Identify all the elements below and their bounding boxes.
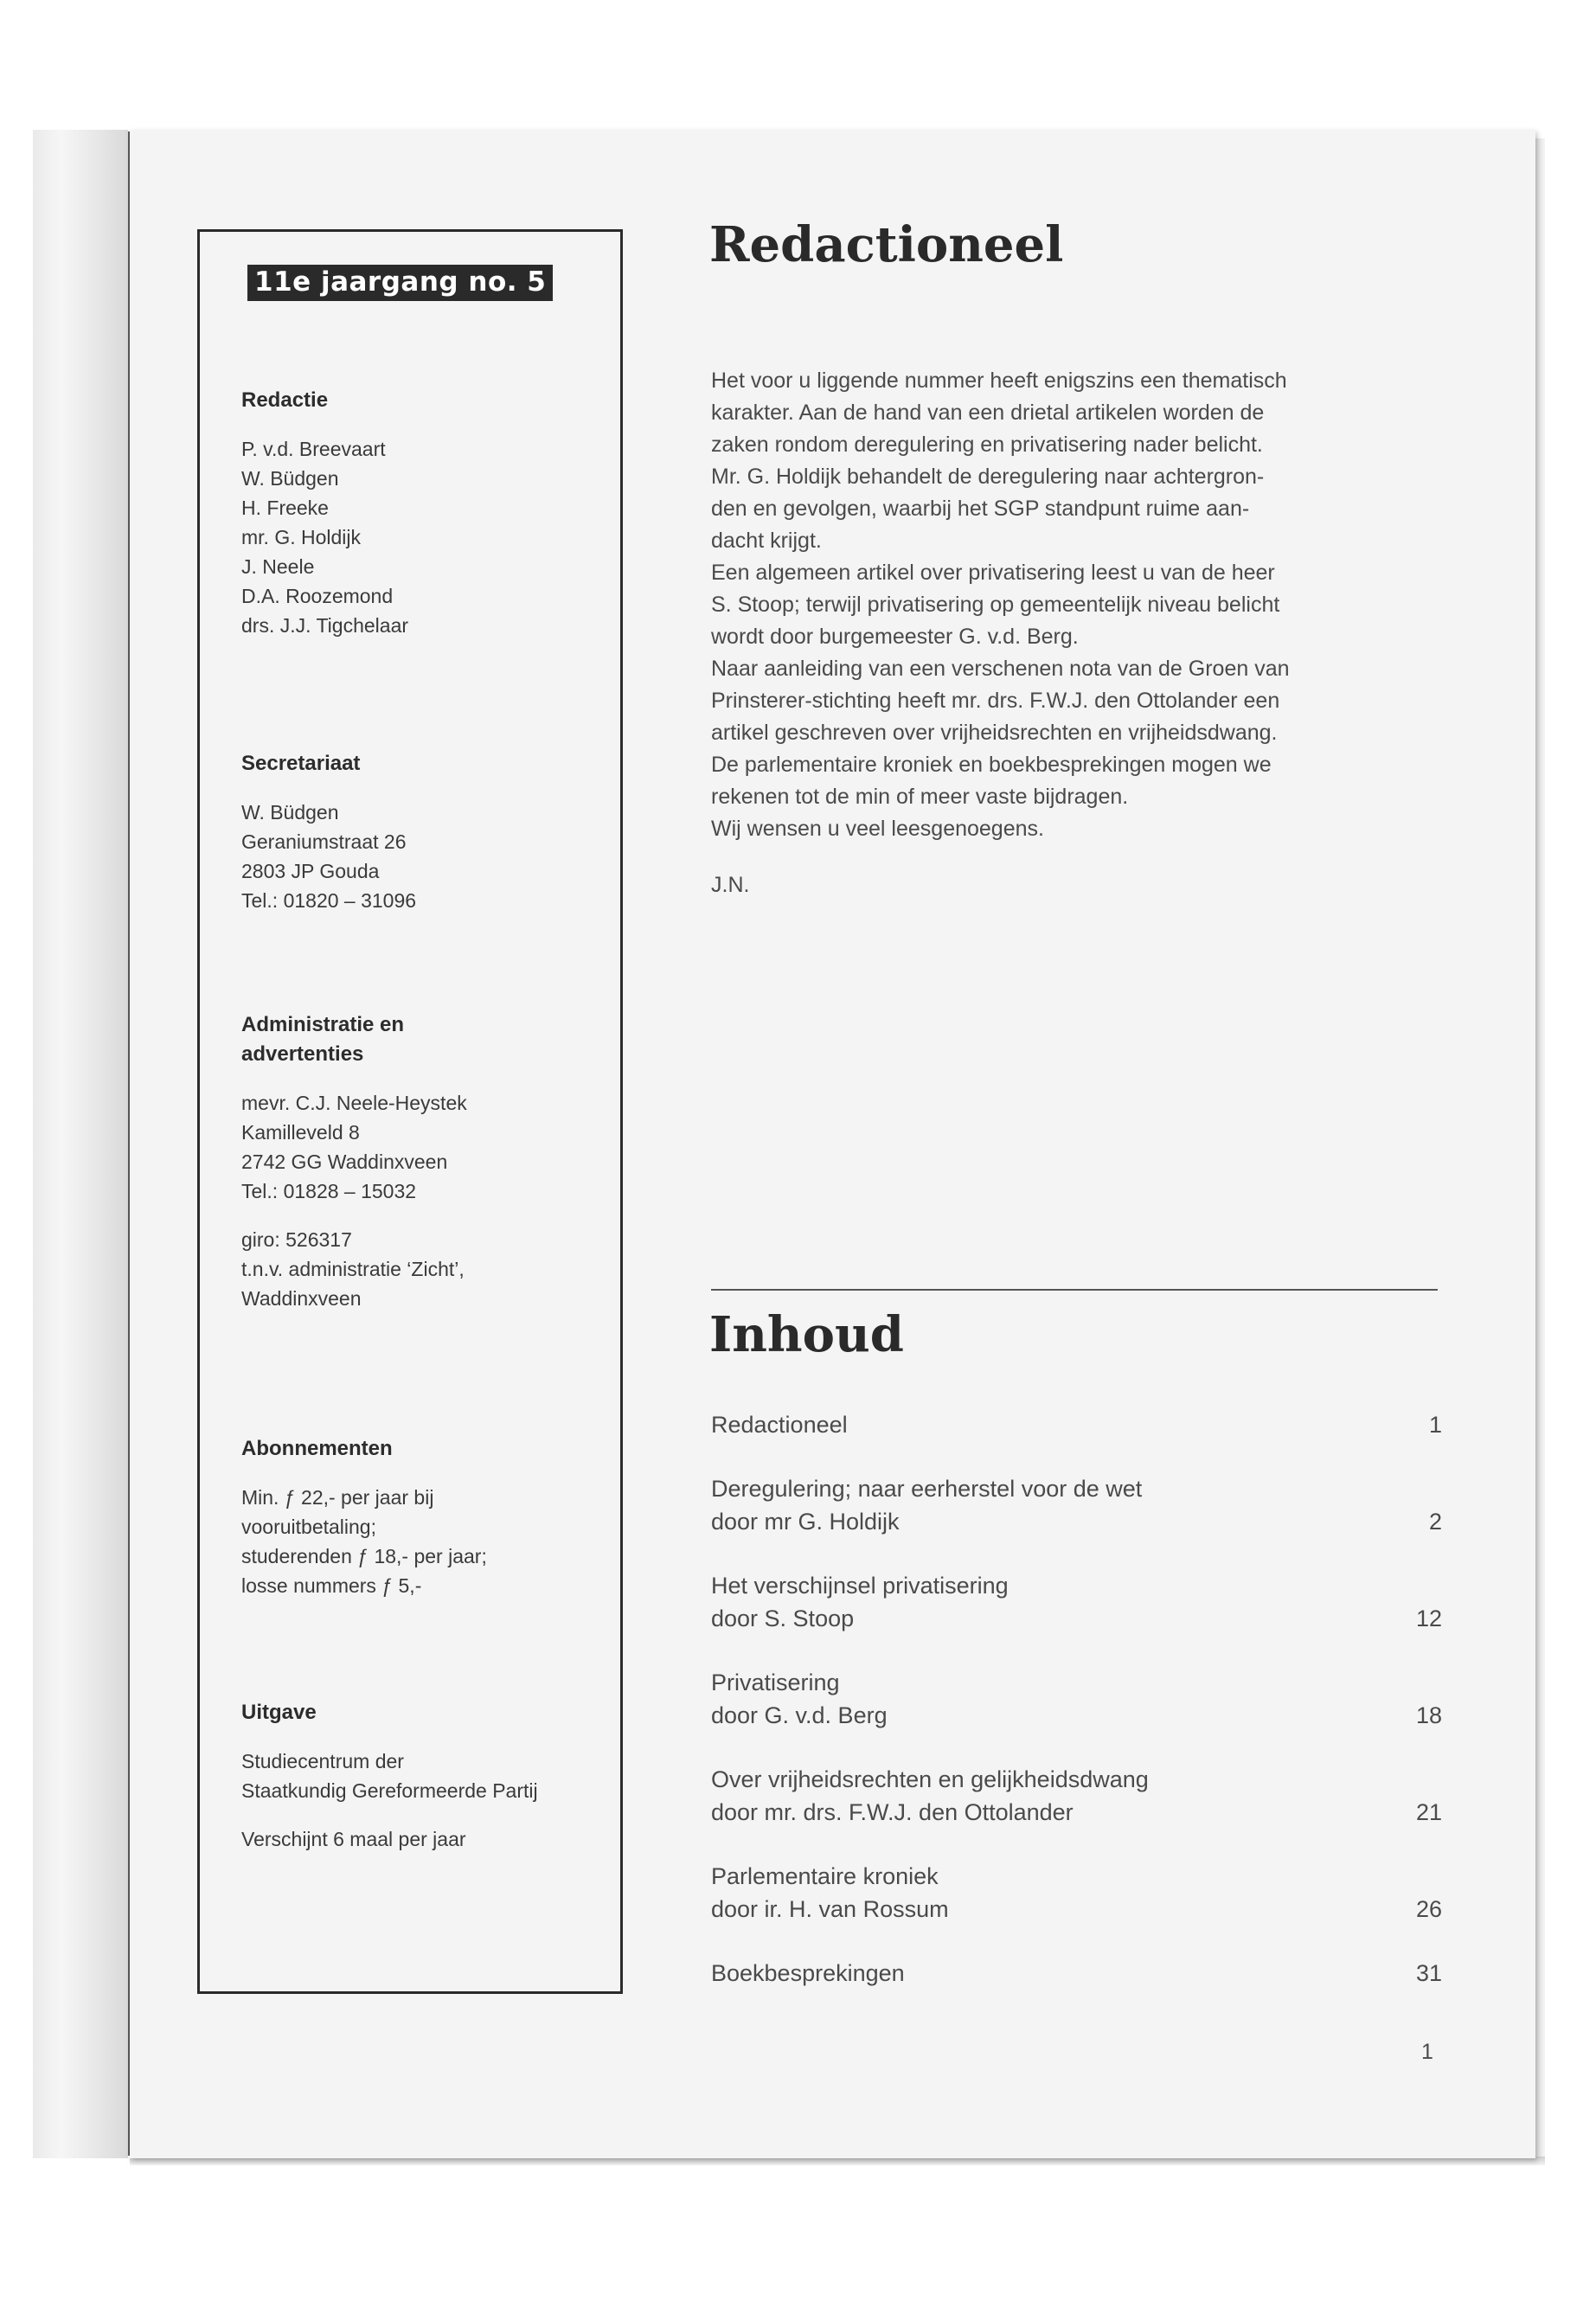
address-line: 2803 JP Gouda (241, 860, 380, 882)
toc-entry-page: 26 (1415, 1896, 1442, 1922)
toc-entry-title: Over vrijheidsrechten en gelijkheidsdwang (711, 1766, 1149, 1792)
publisher-line: Studiecentrum der (241, 1750, 404, 1772)
uitgave-section (241, 1698, 613, 1854)
abonnementen-prices (241, 1483, 613, 1600)
editorial-line: dacht krijgt. (711, 529, 822, 553)
book-spine (33, 130, 128, 2158)
toc-entry (711, 1408, 1442, 1441)
toc-entry-author: door mr. drs. F.W.J. den Ottolander (711, 1799, 1074, 1825)
giro-details (241, 1225, 613, 1313)
toc-entry-author: door S. Stoop (711, 1606, 855, 1631)
redactie-member: drs. J.J. Tigchelaar (241, 614, 409, 637)
editorial-line: Een algemeen artikel over privatisering leest u van de heer (711, 561, 1275, 585)
redactie-member: D.A. Roozemond (241, 585, 394, 607)
price-line: vooruitbetaling; (241, 1516, 376, 1538)
administratie-heading-line1: Administratie en (241, 1013, 405, 1036)
toc-entry (711, 1860, 1442, 1926)
redactie-heading: Redactie (241, 388, 329, 412)
toc-entry-author: door G. v.d. Berg (711, 1702, 888, 1728)
address-line: Tel.: 01820 – 31096 (241, 889, 417, 912)
address-line: Geraniumstraat 26 (241, 830, 407, 853)
administratie-address (241, 1088, 613, 1206)
editorial-line: Wij wensen u veel leesgenoegens. (711, 817, 1044, 841)
editorial-line: Mr. G. Holdijk behandelt de deregulering naar achtergron- (711, 465, 1265, 489)
toc-entry-page: 1 (1428, 1412, 1442, 1438)
uitgave-publisher (241, 1747, 613, 1805)
abonnementen-section (241, 1434, 613, 1600)
toc-entry-author: door mr G. Holdijk (711, 1509, 900, 1535)
giro-line: giro: 526317 (241, 1228, 352, 1251)
redactie-member: H. Freeke (241, 497, 329, 519)
redactie-section (241, 386, 613, 640)
toc-entry (711, 1957, 1442, 1990)
redactie-list (241, 434, 613, 640)
toc-entry-title: Boekbesprekingen (711, 1960, 905, 1986)
toc-entry-author: door ir. H. van Rossum (711, 1896, 949, 1922)
price-line: losse nummers ƒ 5,- (241, 1574, 422, 1597)
toc-entry-title: Deregulering; naar eerherstel voor de wet (711, 1476, 1143, 1502)
publication-frequency: Verschijnt 6 maal per jaar (241, 1828, 466, 1850)
editorial-title: Redactioneel (709, 216, 1064, 273)
toc-entry-title: Het verschijnsel privatisering (711, 1573, 1009, 1599)
toc-entry-title: Privatisering (711, 1670, 840, 1695)
address-line: Kamilleveld 8 (241, 1121, 360, 1144)
toc-entry (711, 1569, 1442, 1635)
giro-line: Waddinxveen (241, 1287, 362, 1310)
redactie-member: W. Büdgen (241, 467, 339, 490)
page-number: 1 (1421, 2040, 1433, 2064)
toc-entry (711, 1472, 1442, 1538)
issue-badge: 11e jaargang no. 5 (247, 265, 553, 301)
editorial-line: artikel geschreven over vrijheidsrechten en vrijheidsdwang. (711, 721, 1278, 745)
editorial-line: karakter. Aan de hand van een drietal artikelen worden de (711, 401, 1265, 425)
toc-entry-page: 2 (1428, 1509, 1442, 1535)
price-line: Min. ƒ 22,- per jaar bij (241, 1486, 434, 1509)
section-divider (711, 1289, 1438, 1291)
toc-entry-title: Parlementaire kroniek (711, 1863, 939, 1889)
address-line: Tel.: 01828 – 15032 (241, 1180, 417, 1202)
colophon-box (197, 229, 623, 1994)
toc-entry-page: 12 (1415, 1606, 1442, 1631)
redactie-member: P. v.d. Breevaart (241, 438, 386, 460)
redactie-member: mr. G. Holdijk (241, 526, 362, 548)
editorial-line: Het voor u liggende nummer heeft enigszins een thematisch (711, 369, 1287, 393)
editorial-line: rekenen tot de min of meer vaste bijdragen. (711, 785, 1129, 809)
contents-title: Inhoud (709, 1306, 904, 1363)
abonnementen-heading: Abonnementen (241, 1437, 393, 1460)
price-line: studerenden ƒ 18,- per jaar; (241, 1545, 487, 1567)
address-line: 2742 GG Waddinxveen (241, 1150, 448, 1173)
secretariaat-address (241, 798, 613, 915)
toc-entry-page: 31 (1415, 1960, 1442, 1986)
uitgave-heading: Uitgave (241, 1701, 317, 1724)
magazine-page (130, 130, 1535, 2158)
toc-entry-page: 21 (1415, 1799, 1442, 1825)
administratie-heading (241, 1010, 613, 1069)
publisher-line: Staatkundig Gereformeerde Partij (241, 1779, 538, 1802)
editorial-line: wordt door burgemeester G. v.d. Berg. (711, 625, 1079, 649)
toc-entry-page: 18 (1415, 1702, 1442, 1728)
administratie-section (241, 1010, 613, 1313)
toc-entry-title: Redactioneel (711, 1412, 848, 1438)
editorial-body (711, 365, 1442, 901)
address-line: W. Büdgen (241, 801, 339, 824)
toc-entry (711, 1666, 1442, 1732)
editorial-line: Prinsterer-stichting heeft mr. drs. F.W.J. den Ottolander een (711, 689, 1280, 713)
address-line: mevr. C.J. Neele-Heystek (241, 1092, 467, 1114)
editorial-line: De parlementaire kroniek en boekbesprekingen mogen we (711, 753, 1272, 777)
redactie-member: J. Neele (241, 555, 315, 578)
toc-entry (711, 1763, 1442, 1829)
editorial-line: den en gevolgen, waarbij het SGP standpunt ruime aan- (711, 497, 1250, 521)
editorial-signature: J.N. (711, 873, 750, 897)
editorial-line: Naar aanleiding van een verschenen nota van de Groen van (711, 657, 1290, 681)
editorial-line: S. Stoop; terwijl privatisering op gemeentelijk niveau belicht (711, 593, 1280, 617)
administratie-heading-line2: advertenties (241, 1042, 364, 1066)
secretariaat-heading: Secretariaat (241, 752, 361, 775)
secretariaat-section (241, 749, 613, 915)
editorial-line: zaken rondom deregulering en privatisering nader belicht. (711, 433, 1263, 457)
giro-line: t.n.v. administratie ‘Zicht’, (241, 1258, 465, 1280)
table-of-contents (711, 1408, 1442, 2021)
